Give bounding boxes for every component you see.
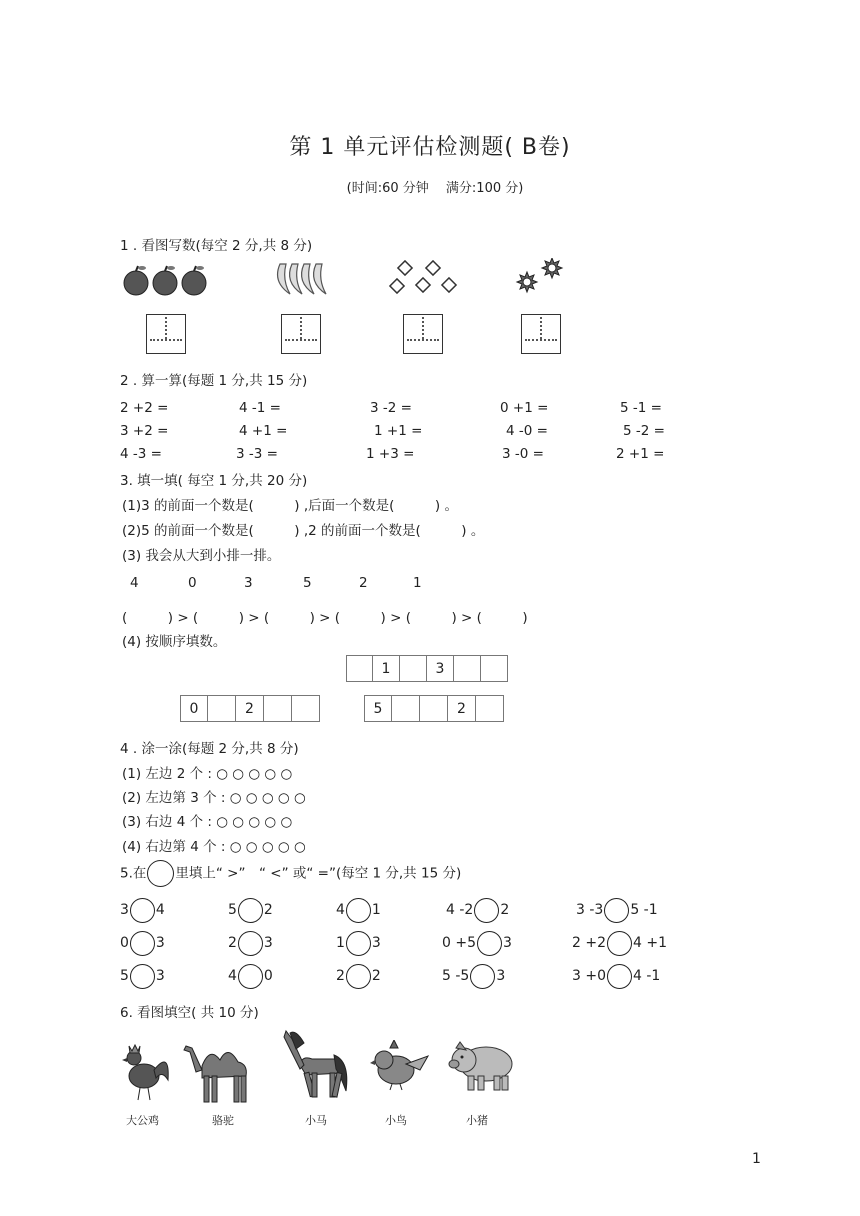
sequence-cell[interactable]: 2	[236, 695, 264, 722]
number-item: 4	[130, 575, 139, 591]
arith-item: 1 +1 =	[374, 423, 423, 439]
answer-circle[interactable]	[346, 931, 371, 956]
q3-item-4: (4) 按顺序填数。	[122, 634, 227, 650]
q4-item[interactable]: (4) 右边第 4 个 : ○ ○ ○ ○ ○	[122, 839, 306, 855]
compare-item	[572, 961, 660, 991]
q1-heading: 1 . 看图写数(每空 2 分,共 8 分)	[120, 238, 313, 254]
compare-item	[120, 895, 165, 925]
sequence-left	[180, 695, 320, 722]
sequence-cell[interactable]: 3	[427, 655, 454, 682]
compare-item	[228, 928, 273, 958]
q2-row	[120, 400, 680, 420]
answer-circle[interactable]	[470, 964, 495, 989]
page-subtitle: (时间:60 分钟 满分:100 分)	[346, 181, 524, 196]
compare-item	[336, 928, 381, 958]
compare-right: 4	[155, 902, 165, 918]
sequence-cell[interactable]: 5	[364, 695, 392, 722]
compare-left: 5	[228, 902, 237, 918]
arith-item: 4 -3 =	[120, 446, 162, 462]
compare-left: 4	[228, 968, 237, 984]
number-item: 1	[413, 575, 422, 591]
sequence-cell[interactable]	[400, 655, 427, 682]
q2-row	[120, 423, 680, 443]
compare-left: 0	[120, 935, 129, 951]
compare-right: 5 -1	[630, 902, 658, 918]
answer-circle[interactable]	[607, 964, 632, 989]
answer-circle[interactable]	[346, 898, 371, 923]
compare-left: 1	[336, 935, 345, 951]
compare-right: 0	[263, 968, 273, 984]
page-number: 1	[752, 1151, 761, 1167]
answer-circle[interactable]	[607, 931, 632, 956]
compare-item	[442, 961, 505, 991]
circle-icon	[147, 860, 174, 887]
arith-item: 3 +2 =	[120, 423, 169, 439]
answer-circle[interactable]	[474, 898, 499, 923]
bird-icon	[370, 1040, 430, 1092]
sequence-right	[364, 695, 504, 722]
compare-right: 1	[371, 902, 381, 918]
q5-heading-end: 里填上“ >” “ <” 或“ =”(每空 1 分,共 15 分)	[175, 865, 462, 882]
q4-item[interactable]: (1) 左边 2 个 : ○ ○ ○ ○ ○	[122, 766, 293, 782]
animal-label: 骆驼	[212, 1114, 234, 1127]
compare-item	[120, 961, 165, 991]
answer-circle[interactable]	[604, 898, 629, 923]
compare-item	[576, 895, 658, 925]
compare-right: 3	[496, 968, 506, 984]
q3-item-2: (2)5 的前面一个数是( ) ,2 的前面一个数是( ) 。	[122, 523, 485, 539]
arith-item: 3 -3 =	[236, 446, 278, 462]
compare-left: 2	[228, 935, 237, 951]
answer-box[interactable]	[281, 314, 321, 354]
number-item: 0	[188, 575, 197, 591]
compare-right: 2	[263, 902, 273, 918]
arith-item: 3 -0 =	[502, 446, 544, 462]
sun-icon	[512, 258, 568, 298]
number-item: 3	[244, 575, 253, 591]
sequence-cell[interactable]	[392, 695, 420, 722]
sequence-cell[interactable]	[476, 695, 504, 722]
compare-item	[228, 961, 273, 991]
compare-item	[228, 895, 273, 925]
animal-label: 小猪	[466, 1114, 488, 1127]
compare-right: 4 +1	[633, 935, 667, 951]
compare-left: 4 -2	[446, 902, 474, 918]
compare-item	[336, 895, 381, 925]
arith-item: 4 +1 =	[239, 423, 288, 439]
number-item: 5	[303, 575, 312, 591]
banana-icon	[272, 260, 332, 296]
sequence-cell[interactable]	[292, 695, 320, 722]
compare-left: 5	[120, 968, 129, 984]
answer-circle[interactable]	[346, 964, 371, 989]
compare-right: 4 -1	[633, 968, 661, 984]
answer-box[interactable]	[521, 314, 561, 354]
compare-right: 2	[500, 902, 510, 918]
q6-heading: 6. 看图填空( 共 10 分)	[120, 1005, 259, 1021]
answer-box[interactable]	[146, 314, 186, 354]
compare-left: 2	[336, 968, 345, 984]
q4-item[interactable]: (2) 左边第 3 个 : ○ ○ ○ ○ ○	[122, 790, 306, 806]
animal-label: 大公鸡	[126, 1114, 159, 1127]
compare-right: 3	[263, 935, 273, 951]
q4-item[interactable]: (3) 右边 4 个 : ○ ○ ○ ○ ○	[122, 814, 293, 830]
q2-heading: 2 . 算一算(每题 1 分,共 15 分)	[120, 373, 308, 389]
compare-item	[442, 928, 512, 958]
answer-circle[interactable]	[238, 898, 263, 923]
diamond-icon	[388, 260, 460, 298]
sequence-cell[interactable]	[481, 655, 508, 682]
sequence-cell[interactable]: 2	[448, 695, 476, 722]
arith-item: 2 +2 =	[120, 400, 169, 416]
sequence-cell[interactable]: 0	[180, 695, 208, 722]
compare-right: 3	[503, 935, 512, 951]
sequence-cell[interactable]	[208, 695, 236, 722]
answer-circle[interactable]	[130, 964, 155, 989]
compare-left: 4	[336, 902, 345, 918]
arith-item: 4 -0 =	[506, 423, 548, 439]
q4-heading: 4 . 涂一涂(每题 2 分,共 8 分)	[120, 741, 299, 757]
q5-heading-start: 5.在	[120, 865, 147, 882]
answer-box[interactable]	[403, 314, 443, 354]
sequence-cell[interactable]	[454, 655, 481, 682]
compare-left: 2 +2	[572, 935, 606, 951]
arith-item: 3 -2 =	[370, 400, 412, 416]
answer-circle[interactable]	[238, 964, 263, 989]
number-list	[130, 575, 450, 595]
page-title: 第 1 单元评估检测题( B卷)	[289, 135, 571, 160]
compare-right: 3	[155, 968, 165, 984]
compare-item	[572, 928, 667, 958]
compare-left: 3 -3	[576, 902, 604, 918]
sequence-cell[interactable]	[264, 695, 292, 722]
compare-right: 2	[371, 968, 381, 984]
answer-circle[interactable]	[477, 931, 502, 956]
horse-icon	[282, 1025, 352, 1103]
arith-item: 1 +3 =	[366, 446, 415, 462]
animal-label: 小马	[305, 1114, 327, 1127]
sequence-top	[346, 655, 508, 682]
arith-item: 5 -2 =	[623, 423, 665, 439]
pig-icon	[446, 1040, 518, 1094]
order-blanks[interactable]: ( ) > ( ) > ( ) > ( ) > ( ) > ( )	[122, 610, 528, 626]
sequence-cell[interactable]	[420, 695, 448, 722]
camel-icon	[182, 1036, 258, 1104]
number-item: 2	[359, 575, 368, 591]
arith-item: 0 +1 =	[500, 400, 549, 416]
compare-item	[336, 961, 381, 991]
compare-left: 3 +0	[572, 968, 606, 984]
arith-item: 5 -1 =	[620, 400, 662, 416]
compare-left: 3	[120, 902, 129, 918]
answer-circle[interactable]	[130, 931, 155, 956]
animal-label: 小鸟	[385, 1114, 407, 1127]
compare-right: 3	[155, 935, 165, 951]
compare-right: 3	[371, 935, 381, 951]
q2-row	[120, 446, 680, 466]
compare-left: 0 +5	[442, 935, 476, 951]
q1-pictures	[120, 258, 640, 302]
compare-left: 5 -5	[442, 968, 470, 984]
compare-item	[120, 928, 165, 958]
answer-circle[interactable]	[238, 931, 263, 956]
arith-item: 4 -1 =	[239, 400, 281, 416]
compare-item	[446, 895, 509, 925]
q3-item-3: (3) 我会从大到小排一排。	[122, 548, 281, 564]
q3-item-1: (1)3 的前面一个数是( ) ,后面一个数是( ) 。	[122, 498, 458, 514]
sequence-cell[interactable]	[346, 655, 373, 682]
sequence-cell[interactable]: 1	[373, 655, 400, 682]
arith-item: 2 +1 =	[616, 446, 665, 462]
apple-icon	[120, 264, 214, 296]
q3-heading: 3. 填一填( 每空 1 分,共 20 分)	[120, 473, 308, 489]
q5-heading	[120, 860, 461, 887]
answer-circle[interactable]	[130, 898, 155, 923]
rooster-icon	[122, 1040, 174, 1102]
